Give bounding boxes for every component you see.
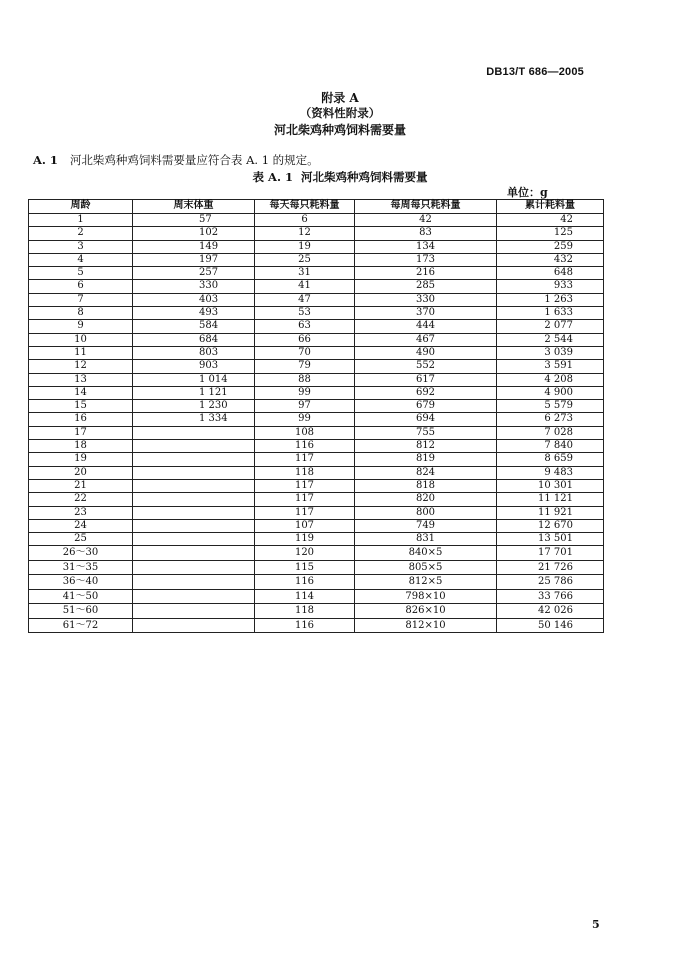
cell-cumulative-feed: 11 921	[497, 506, 604, 519]
cell-weekly-feed: 134	[355, 240, 497, 253]
cell-weight: 684	[133, 333, 255, 346]
cell-weekly-feed: 798×10	[355, 589, 497, 604]
cell-week: 4	[29, 253, 133, 266]
cell-week: 23	[29, 506, 133, 519]
cell-weight	[133, 604, 255, 619]
cell-cumulative-feed: 432	[497, 253, 604, 266]
cell-weight: 149	[133, 240, 255, 253]
cell-daily-feed: 88	[255, 373, 355, 386]
cell-week: 9	[29, 320, 133, 333]
cell-cumulative-feed: 11 121	[497, 493, 604, 506]
cell-week: 12	[29, 360, 133, 373]
cell-weight	[133, 426, 255, 439]
cell-weekly-feed: 812×10	[355, 618, 497, 633]
table-row	[29, 293, 604, 306]
cell-cumulative-feed: 5 579	[497, 400, 604, 413]
cell-daily-feed: 117	[255, 453, 355, 466]
header-daily-feed: 每天每只耗料量	[255, 200, 355, 214]
cell-cumulative-feed: 4 208	[497, 373, 604, 386]
cell-daily-feed: 116	[255, 618, 355, 633]
cell-cumulative-feed: 3 039	[497, 346, 604, 359]
cell-weight: 493	[133, 307, 255, 320]
cell-weekly-feed: 444	[355, 320, 497, 333]
cell-weight	[133, 533, 255, 546]
table-caption-number: 表 A. 1	[252, 170, 293, 184]
cell-week: 31～35	[29, 560, 133, 575]
cell-daily-feed: 117	[255, 493, 355, 506]
cell-weight	[133, 440, 255, 453]
cell-cumulative-feed: 7 028	[497, 426, 604, 439]
cell-daily-feed: 19	[255, 240, 355, 253]
cell-week: 41～50	[29, 589, 133, 604]
cell-daily-feed: 118	[255, 604, 355, 619]
cell-cumulative-feed: 12 670	[497, 519, 604, 532]
cell-daily-feed: 47	[255, 293, 355, 306]
cell-week: 6	[29, 280, 133, 293]
table-row	[29, 618, 604, 633]
cell-cumulative-feed: 10 301	[497, 479, 604, 492]
cell-weight: 903	[133, 360, 255, 373]
cell-week: 36～40	[29, 575, 133, 590]
cell-weight	[133, 466, 255, 479]
header-weekly-feed: 每周每只耗料量	[355, 200, 497, 214]
cell-weekly-feed: 818	[355, 479, 497, 492]
cell-daily-feed: 25	[255, 253, 355, 266]
cell-weight: 1 014	[133, 373, 255, 386]
cell-weight	[133, 575, 255, 590]
cell-weight	[133, 479, 255, 492]
cell-weekly-feed: 467	[355, 333, 497, 346]
cell-cumulative-feed: 33 766	[497, 589, 604, 604]
table-row	[29, 346, 604, 359]
cell-cumulative-feed: 933	[497, 280, 604, 293]
cell-cumulative-feed: 6 273	[497, 413, 604, 426]
cell-daily-feed: 66	[255, 333, 355, 346]
cell-weekly-feed: 692	[355, 386, 497, 399]
cell-weekly-feed: 617	[355, 373, 497, 386]
cell-weight	[133, 506, 255, 519]
cell-weekly-feed: 812×5	[355, 575, 497, 590]
cell-weekly-feed: 330	[355, 293, 497, 306]
cell-cumulative-feed: 9 483	[497, 466, 604, 479]
cell-weight: 403	[133, 293, 255, 306]
cell-week: 20	[29, 466, 133, 479]
cell-daily-feed: 120	[255, 546, 355, 561]
appendix-label: 附录 A	[321, 91, 359, 105]
cell-cumulative-feed: 25 786	[497, 575, 604, 590]
cell-weekly-feed: 812	[355, 440, 497, 453]
cell-daily-feed: 6	[255, 214, 355, 227]
cell-weekly-feed: 173	[355, 253, 497, 266]
cell-daily-feed: 117	[255, 506, 355, 519]
cell-week: 2	[29, 227, 133, 240]
cell-week: 13	[29, 373, 133, 386]
cell-week: 18	[29, 440, 133, 453]
cell-cumulative-feed: 42	[497, 214, 604, 227]
cell-week: 24	[29, 519, 133, 532]
cell-daily-feed: 41	[255, 280, 355, 293]
header-weight: 周末体重	[133, 200, 255, 214]
cell-week: 51～60	[29, 604, 133, 619]
cell-cumulative-feed: 17 701	[497, 546, 604, 561]
header-week: 周龄	[29, 200, 133, 214]
cell-daily-feed: 63	[255, 320, 355, 333]
cell-daily-feed: 116	[255, 440, 355, 453]
table-row	[29, 360, 604, 373]
table-row	[29, 604, 604, 619]
cell-cumulative-feed: 1 633	[497, 307, 604, 320]
cell-daily-feed: 70	[255, 346, 355, 359]
table-row	[29, 589, 604, 604]
cell-weight: 257	[133, 267, 255, 280]
cell-daily-feed: 99	[255, 413, 355, 426]
cell-weight: 57	[133, 214, 255, 227]
cell-cumulative-feed: 2 077	[497, 320, 604, 333]
table-unit: 单位：g	[507, 186, 548, 199]
cell-daily-feed: 107	[255, 519, 355, 532]
table-row	[29, 373, 604, 386]
cell-cumulative-feed: 42 026	[497, 604, 604, 619]
header-cumulative-feed: 累计耗料量	[497, 200, 604, 214]
cell-weekly-feed: 42	[355, 214, 497, 227]
cell-cumulative-feed: 50 146	[497, 618, 604, 633]
standard-code: DB13/T 686—2005	[486, 66, 584, 78]
table-row	[29, 253, 604, 266]
cell-weekly-feed: 826×10	[355, 604, 497, 619]
cell-weekly-feed: 694	[355, 413, 497, 426]
appendix-title: 河北柴鸡种鸡饲料需要量	[273, 123, 406, 137]
table-row	[29, 227, 604, 240]
cell-cumulative-feed: 1 263	[497, 293, 604, 306]
cell-daily-feed: 97	[255, 400, 355, 413]
cell-week: 15	[29, 400, 133, 413]
table-row	[29, 400, 604, 413]
table-header-row	[29, 200, 604, 214]
cell-daily-feed: 31	[255, 267, 355, 280]
cell-weekly-feed: 824	[355, 466, 497, 479]
cell-cumulative-feed: 259	[497, 240, 604, 253]
cell-weight	[133, 493, 255, 506]
table-row	[29, 426, 604, 439]
cell-weight	[133, 560, 255, 575]
cell-weekly-feed: 285	[355, 280, 497, 293]
cell-week: 3	[29, 240, 133, 253]
cell-week: 25	[29, 533, 133, 546]
cell-weight	[133, 589, 255, 604]
cell-weight	[133, 618, 255, 633]
cell-weight: 1 334	[133, 413, 255, 426]
feed-requirement-table	[28, 199, 604, 633]
table-row	[29, 506, 604, 519]
cell-weekly-feed: 679	[355, 400, 497, 413]
table-row	[29, 466, 604, 479]
table-caption	[0, 169, 680, 185]
cell-week: 5	[29, 267, 133, 280]
cell-daily-feed: 118	[255, 466, 355, 479]
cell-weight: 1 230	[133, 400, 255, 413]
cell-daily-feed: 117	[255, 479, 355, 492]
table-row	[29, 575, 604, 590]
table-row	[29, 280, 604, 293]
cell-daily-feed: 53	[255, 307, 355, 320]
cell-cumulative-feed: 648	[497, 267, 604, 280]
cell-cumulative-feed: 8 659	[497, 453, 604, 466]
table-row	[29, 267, 604, 280]
table-row	[29, 560, 604, 575]
table-row	[29, 320, 604, 333]
cell-weekly-feed: 819	[355, 453, 497, 466]
clause-text: 河北柴鸡种鸡饲料需要量应符合表 A. 1 的规定。	[69, 153, 319, 167]
cell-daily-feed: 79	[255, 360, 355, 373]
cell-weekly-feed: 840×5	[355, 546, 497, 561]
cell-cumulative-feed: 2 544	[497, 333, 604, 346]
appendix-type: （资料性附录）	[299, 106, 381, 120]
cell-weekly-feed: 805×5	[355, 560, 497, 575]
cell-week: 11	[29, 346, 133, 359]
cell-weekly-feed: 490	[355, 346, 497, 359]
cell-week: 16	[29, 413, 133, 426]
table-row	[29, 493, 604, 506]
cell-daily-feed: 99	[255, 386, 355, 399]
cell-daily-feed: 119	[255, 533, 355, 546]
cell-daily-feed: 12	[255, 227, 355, 240]
table-row	[29, 240, 604, 253]
cell-cumulative-feed: 13 501	[497, 533, 604, 546]
table-row	[29, 333, 604, 346]
cell-weekly-feed: 749	[355, 519, 497, 532]
cell-daily-feed: 108	[255, 426, 355, 439]
clause-a1	[33, 152, 319, 168]
cell-weekly-feed: 216	[355, 267, 497, 280]
cell-week: 19	[29, 453, 133, 466]
cell-week: 10	[29, 333, 133, 346]
cell-weekly-feed: 755	[355, 426, 497, 439]
cell-weight: 102	[133, 227, 255, 240]
cell-weekly-feed: 83	[355, 227, 497, 240]
cell-cumulative-feed: 125	[497, 227, 604, 240]
cell-week: 22	[29, 493, 133, 506]
cell-weekly-feed: 831	[355, 533, 497, 546]
table-row	[29, 533, 604, 546]
table-row	[29, 519, 604, 532]
cell-daily-feed: 115	[255, 560, 355, 575]
cell-cumulative-feed: 7 840	[497, 440, 604, 453]
cell-weight	[133, 546, 255, 561]
table-row	[29, 413, 604, 426]
table-caption-title: 河北柴鸡种鸡饲料需要量	[300, 170, 428, 184]
cell-week: 26～30	[29, 546, 133, 561]
cell-weekly-feed: 370	[355, 307, 497, 320]
table-row	[29, 546, 604, 561]
cell-weight	[133, 453, 255, 466]
cell-cumulative-feed: 3 591	[497, 360, 604, 373]
cell-weight: 1 121	[133, 386, 255, 399]
cell-weight: 197	[133, 253, 255, 266]
cell-daily-feed: 116	[255, 575, 355, 590]
cell-week: 17	[29, 426, 133, 439]
cell-weight	[133, 519, 255, 532]
table-row	[29, 214, 604, 227]
cell-daily-feed: 114	[255, 589, 355, 604]
cell-weekly-feed: 820	[355, 493, 497, 506]
cell-weekly-feed: 800	[355, 506, 497, 519]
table-row	[29, 440, 604, 453]
cell-week: 7	[29, 293, 133, 306]
cell-week: 8	[29, 307, 133, 320]
cell-week: 1	[29, 214, 133, 227]
cell-cumulative-feed: 4 900	[497, 386, 604, 399]
cell-weekly-feed: 552	[355, 360, 497, 373]
table-row	[29, 479, 604, 492]
cell-weight: 330	[133, 280, 255, 293]
table-row	[29, 453, 604, 466]
page-number: 5	[592, 918, 600, 931]
cell-weight: 803	[133, 346, 255, 359]
clause-number: A. 1	[33, 153, 58, 167]
cell-cumulative-feed: 21 726	[497, 560, 604, 575]
table-row	[29, 386, 604, 399]
table-row	[29, 307, 604, 320]
cell-week: 21	[29, 479, 133, 492]
cell-weight: 584	[133, 320, 255, 333]
cell-week: 61～72	[29, 618, 133, 633]
cell-week: 14	[29, 386, 133, 399]
